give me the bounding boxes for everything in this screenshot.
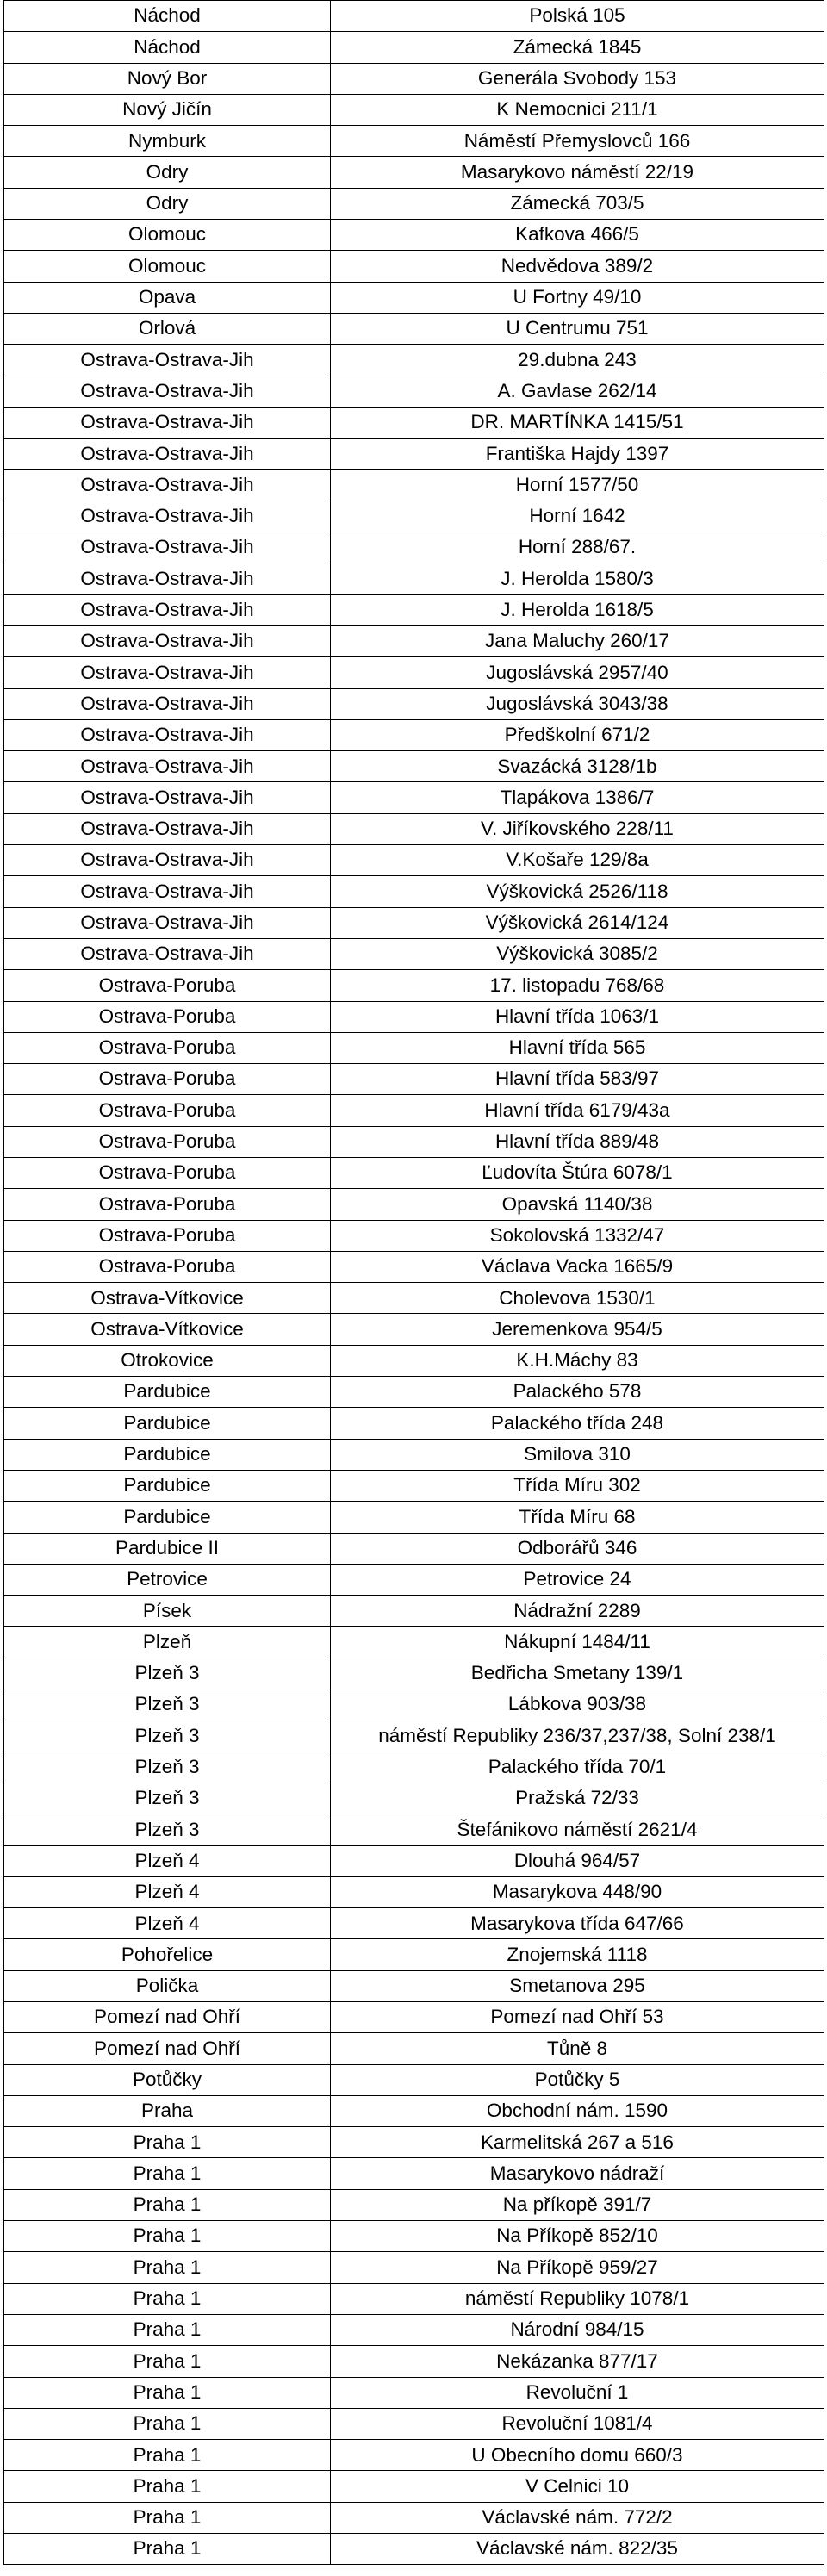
table-row — [4, 376, 824, 407]
table-row — [4, 1314, 824, 1345]
city-cell: Pomezí nad Ohří — [4, 2002, 331, 2033]
city-cell: Ostrava-Ostrava-Jih — [4, 657, 331, 688]
city-cell: Pardubice — [4, 1470, 331, 1501]
address-cell: Palackého 578 — [331, 1377, 824, 1408]
city-cell: Ostrava-Poruba — [4, 970, 331, 1001]
address-cell: 17. listopadu 768/68 — [331, 970, 824, 1001]
address-cell: Tůně 8 — [331, 2033, 824, 2064]
city-cell: Praha 1 — [4, 2252, 331, 2283]
table-row — [4, 1658, 824, 1689]
address-cell: Jeremenkova 954/5 — [331, 1314, 824, 1345]
table-row — [4, 63, 824, 94]
city-cell: Olomouc — [4, 251, 331, 282]
city-cell: Olomouc — [4, 220, 331, 251]
address-cell: Jugoslávská 3043/38 — [331, 688, 824, 719]
table-row — [4, 1939, 824, 1970]
table-row — [4, 563, 824, 594]
city-cell: Plzeň — [4, 1627, 331, 1658]
city-cell: Praha 1 — [4, 2440, 331, 2471]
address-cell: Nedvědova 389/2 — [331, 251, 824, 282]
city-cell: Ostrava-Ostrava-Jih — [4, 813, 331, 844]
table-row — [4, 1970, 824, 2001]
address-cell: Tlapákova 1386/7 — [331, 782, 824, 813]
table-row — [4, 470, 824, 501]
address-cell: Generála Svobody 153 — [331, 63, 824, 94]
address-cell: Opavská 1140/38 — [331, 1189, 824, 1220]
address-cell: Odborářů 346 — [331, 1533, 824, 1564]
city-cell: Pomezí nad Ohří — [4, 2033, 331, 2064]
city-cell: Nový Jičín — [4, 94, 331, 125]
city-cell: Náchod — [4, 32, 331, 63]
address-cell: náměstí Republiky 236/37,237/38, Solní 238/1 — [331, 1720, 824, 1752]
city-cell: Praha 1 — [4, 2377, 331, 2408]
city-cell: Ostrava-Poruba — [4, 1032, 331, 1063]
city-cell: Ostrava-Ostrava-Jih — [4, 845, 331, 876]
city-cell: Praha 1 — [4, 2221, 331, 2252]
address-cell: Karmelitská 267 a 516 — [331, 2127, 824, 2158]
table-row — [4, 2408, 824, 2439]
table-row — [4, 1689, 824, 1720]
table-row — [4, 594, 824, 625]
address-cell: U Centrumu 751 — [331, 313, 824, 344]
city-cell: Ostrava-Poruba — [4, 1220, 331, 1251]
table-row — [4, 345, 824, 376]
city-cell: Plzeň 3 — [4, 1658, 331, 1689]
city-cell: Ostrava-Vítkovice — [4, 1283, 331, 1314]
address-cell: A. Gavlase 262/14 — [331, 376, 824, 407]
address-cell: Na Příkopě 852/10 — [331, 2221, 824, 2252]
address-cell: Václavské nám. 772/2 — [331, 2502, 824, 2533]
table-row — [4, 439, 824, 470]
city-cell: Pohořelice — [4, 1939, 331, 1970]
table-row — [4, 938, 824, 969]
table-row — [4, 970, 824, 1001]
table-row — [4, 532, 824, 563]
address-cell: Hlavní třída 6179/43a — [331, 1095, 824, 1126]
address-cell: Masarykovo nádraží — [331, 2158, 824, 2189]
table-row — [4, 625, 824, 656]
city-cell: Praha 1 — [4, 2189, 331, 2220]
table-row — [4, 1126, 824, 1157]
address-cell: Pražská 72/33 — [331, 1783, 824, 1814]
address-cell: Petrovice 24 — [331, 1564, 824, 1595]
table-body — [4, 1, 824, 2565]
address-cell: J. Herolda 1618/5 — [331, 594, 824, 625]
address-table — [3, 0, 824, 2565]
city-cell: Potůčky — [4, 2064, 331, 2095]
city-cell: Praha 1 — [4, 2408, 331, 2439]
table-row — [4, 2314, 824, 2345]
address-cell: Masarykova 448/90 — [331, 1876, 824, 1907]
city-cell: Ostrava-Poruba — [4, 1064, 331, 1095]
city-cell: Odry — [4, 157, 331, 188]
table-row — [4, 2002, 824, 2033]
address-cell: Náměstí Přemyslovců 166 — [331, 126, 824, 157]
city-cell: Plzeň 3 — [4, 1814, 331, 1845]
address-cell: Předškolní 671/2 — [331, 719, 824, 750]
address-cell: Bedřicha Smetany 139/1 — [331, 1658, 824, 1689]
address-cell: Na Příkopě 959/27 — [331, 2252, 824, 2283]
table-row — [4, 32, 824, 63]
table-row — [4, 1627, 824, 1658]
city-cell: Nový Bor — [4, 63, 331, 94]
address-cell: Masarykova třída 647/66 — [331, 1908, 824, 1939]
city-cell: Ostrava-Ostrava-Jih — [4, 876, 331, 907]
city-cell: Ostrava-Ostrava-Jih — [4, 782, 331, 813]
address-cell: Národní 984/15 — [331, 2314, 824, 2345]
table-row — [4, 1470, 824, 1501]
address-cell: Výškovická 3085/2 — [331, 938, 824, 969]
table-row — [4, 2283, 824, 2314]
table-row — [4, 282, 824, 313]
address-cell: Nádražní 2289 — [331, 1596, 824, 1627]
city-cell: Ostrava-Ostrava-Jih — [4, 938, 331, 969]
table-row — [4, 126, 824, 157]
table-row — [4, 2346, 824, 2377]
address-cell: Václava Vacka 1665/9 — [331, 1251, 824, 1282]
address-cell: Svazácká 3128/1b — [331, 751, 824, 782]
address-cell: V. Jiříkovského 228/11 — [331, 813, 824, 844]
table-row — [4, 2377, 824, 2408]
address-cell: Nekázanka 877/17 — [331, 2346, 824, 2377]
table-row — [4, 2158, 824, 2189]
table-row — [4, 876, 824, 907]
city-cell: Praha 1 — [4, 2502, 331, 2533]
table-row — [4, 751, 824, 782]
city-cell: Ostrava-Ostrava-Jih — [4, 376, 331, 407]
table-row — [4, 1408, 824, 1439]
address-cell: Sokolovská 1332/47 — [331, 1220, 824, 1251]
city-cell: Odry — [4, 188, 331, 219]
address-cell: Cholevova 1530/1 — [331, 1283, 824, 1314]
city-cell: Praha — [4, 2095, 331, 2126]
table-row — [4, 2440, 824, 2471]
table-row — [4, 313, 824, 344]
city-cell: Plzeň 4 — [4, 1845, 331, 1876]
table-row — [4, 2502, 824, 2533]
city-cell: Praha 1 — [4, 2314, 331, 2345]
table-row — [4, 220, 824, 251]
table-row — [4, 1345, 824, 1376]
address-cell: V.Košaře 129/8a — [331, 845, 824, 876]
table-row — [4, 1533, 824, 1564]
city-cell: Plzeň 4 — [4, 1876, 331, 1907]
table-row — [4, 1720, 824, 1752]
address-cell: Horní 1642 — [331, 501, 824, 532]
address-cell: Třída Míru 68 — [331, 1502, 824, 1533]
address-cell: K.H.Máchy 83 — [331, 1345, 824, 1376]
city-cell: Pardubice — [4, 1408, 331, 1439]
address-cell: Znojemská 1118 — [331, 1939, 824, 1970]
address-cell: Jugoslávská 2957/40 — [331, 657, 824, 688]
address-cell: Masarykovo náměstí 22/19 — [331, 157, 824, 188]
table-row — [4, 2471, 824, 2502]
city-cell: Ostrava-Ostrava-Jih — [4, 345, 331, 376]
table-row — [4, 688, 824, 719]
table-row — [4, 1189, 824, 1220]
address-cell: Nákupní 1484/11 — [331, 1627, 824, 1658]
city-cell: Ostrava-Poruba — [4, 1126, 331, 1157]
address-cell: U Fortny 49/10 — [331, 282, 824, 313]
address-cell: Revoluční 1081/4 — [331, 2408, 824, 2439]
city-cell: Pardubice — [4, 1502, 331, 1533]
address-cell: Lábkova 903/38 — [331, 1689, 824, 1720]
address-cell: Ľudovíta Štúra 6078/1 — [331, 1157, 824, 1188]
address-cell: Palackého třída 70/1 — [331, 1752, 824, 1783]
table-row — [4, 1564, 824, 1595]
address-cell: Výškovická 2614/124 — [331, 907, 824, 938]
city-cell: Ostrava-Poruba — [4, 1157, 331, 1188]
table-row — [4, 719, 824, 750]
city-cell: Náchod — [4, 1, 331, 32]
city-cell: Otrokovice — [4, 1345, 331, 1376]
city-cell: Nymburk — [4, 126, 331, 157]
address-cell: Štefánikovo náměstí 2621/4 — [331, 1814, 824, 1845]
address-cell: Palackého třída 248 — [331, 1408, 824, 1439]
address-cell: 29.dubna 243 — [331, 345, 824, 376]
table-row — [4, 1001, 824, 1032]
table-row — [4, 1814, 824, 1845]
city-cell: Praha 1 — [4, 2127, 331, 2158]
table-row — [4, 1157, 824, 1188]
address-cell: Revoluční 1 — [331, 2377, 824, 2408]
table-row — [4, 2064, 824, 2095]
table-row — [4, 907, 824, 938]
table-row — [4, 1752, 824, 1783]
city-cell: Polička — [4, 1970, 331, 2001]
table-row — [4, 2095, 824, 2126]
table-row — [4, 657, 824, 688]
city-cell: Ostrava-Ostrava-Jih — [4, 719, 331, 750]
address-cell: Zámecká 1845 — [331, 32, 824, 63]
address-cell: Václavské nám. 822/35 — [331, 2534, 824, 2565]
address-cell: Dlouhá 964/57 — [331, 1845, 824, 1876]
table-row — [4, 1439, 824, 1470]
city-cell: Praha 1 — [4, 2346, 331, 2377]
table-row — [4, 251, 824, 282]
table-row — [4, 94, 824, 125]
address-cell: Františka Hajdy 1397 — [331, 439, 824, 470]
address-cell: Na příkopě 391/7 — [331, 2189, 824, 2220]
table-row — [4, 1377, 824, 1408]
address-cell: Hlavní třída 565 — [331, 1032, 824, 1063]
city-cell: Plzeň 3 — [4, 1752, 331, 1783]
address-cell: Jana Maluchy 260/17 — [331, 625, 824, 656]
table-row — [4, 2189, 824, 2220]
address-cell: Zámecká 703/5 — [331, 188, 824, 219]
city-cell: Ostrava-Ostrava-Jih — [4, 594, 331, 625]
table-row — [4, 782, 824, 813]
city-cell: Plzeň 3 — [4, 1783, 331, 1814]
city-cell: Orlová — [4, 313, 331, 344]
city-cell: Ostrava-Poruba — [4, 1095, 331, 1126]
city-cell: Písek — [4, 1596, 331, 1627]
table-row — [4, 407, 824, 438]
table-row — [4, 845, 824, 876]
table-row — [4, 1095, 824, 1126]
table-row — [4, 1, 824, 32]
table-row — [4, 1908, 824, 1939]
city-cell: Praha 1 — [4, 2283, 331, 2314]
table-row — [4, 1283, 824, 1314]
city-cell: Pardubice — [4, 1439, 331, 1470]
city-cell: Plzeň 3 — [4, 1689, 331, 1720]
table-row — [4, 157, 824, 188]
table-row — [4, 813, 824, 844]
city-cell: Ostrava-Ostrava-Jih — [4, 407, 331, 438]
city-cell: Praha 1 — [4, 2471, 331, 2502]
city-cell: Praha 1 — [4, 2534, 331, 2565]
address-cell: Smilova 310 — [331, 1439, 824, 1470]
city-cell: Pardubice II — [4, 1533, 331, 1564]
city-cell: Ostrava-Vítkovice — [4, 1314, 331, 1345]
city-cell: Ostrava-Poruba — [4, 1189, 331, 1220]
city-cell: Ostrava-Ostrava-Jih — [4, 688, 331, 719]
table-row — [4, 1596, 824, 1627]
address-cell: Obchodní nám. 1590 — [331, 2095, 824, 2126]
address-cell: K Nemocnici 211/1 — [331, 94, 824, 125]
spreadsheet — [3, 0, 824, 2565]
table-row — [4, 1064, 824, 1095]
address-cell: V Celnici 10 — [331, 2471, 824, 2502]
address-cell: Hlavní třída 889/48 — [331, 1126, 824, 1157]
table-row — [4, 188, 824, 219]
table-row — [4, 2252, 824, 2283]
address-cell: Výškovická 2526/118 — [331, 876, 824, 907]
address-cell: Třída Míru 302 — [331, 1470, 824, 1501]
city-cell: Ostrava-Ostrava-Jih — [4, 563, 331, 594]
city-cell: Plzeň 3 — [4, 1720, 331, 1752]
city-cell: Petrovice — [4, 1564, 331, 1595]
city-cell: Praha 1 — [4, 2158, 331, 2189]
address-cell: J. Herolda 1580/3 — [331, 563, 824, 594]
table-row — [4, 2033, 824, 2064]
address-cell: Smetanova 295 — [331, 1970, 824, 2001]
table-row — [4, 1783, 824, 1814]
address-cell: Potůčky 5 — [331, 2064, 824, 2095]
address-cell: Pomezí nad Ohří 53 — [331, 2002, 824, 2033]
city-cell: Ostrava-Ostrava-Jih — [4, 751, 331, 782]
address-cell: Hlavní třída 583/97 — [331, 1064, 824, 1095]
city-cell: Ostrava-Ostrava-Jih — [4, 625, 331, 656]
address-cell: Horní 1577/50 — [331, 470, 824, 501]
table-row — [4, 1032, 824, 1063]
table-row — [4, 1502, 824, 1533]
city-cell: Plzeň 4 — [4, 1908, 331, 1939]
table-row — [4, 1251, 824, 1282]
address-cell: Hlavní třída 1063/1 — [331, 1001, 824, 1032]
city-cell: Ostrava-Ostrava-Jih — [4, 439, 331, 470]
table-row — [4, 2221, 824, 2252]
table-row — [4, 1845, 824, 1876]
city-cell: Ostrava-Ostrava-Jih — [4, 470, 331, 501]
city-cell: Pardubice — [4, 1377, 331, 1408]
address-cell: Horní 288/67. — [331, 532, 824, 563]
city-cell: Ostrava-Poruba — [4, 1251, 331, 1282]
table-row — [4, 1876, 824, 1907]
city-cell: Ostrava-Ostrava-Jih — [4, 532, 331, 563]
table-row — [4, 2127, 824, 2158]
city-cell: Ostrava-Poruba — [4, 1001, 331, 1032]
address-cell: DR. MARTÍNKA 1415/51 — [331, 407, 824, 438]
city-cell: Ostrava-Ostrava-Jih — [4, 501, 331, 532]
city-cell: Ostrava-Ostrava-Jih — [4, 907, 331, 938]
table-row — [4, 2534, 824, 2565]
city-cell: Opava — [4, 282, 331, 313]
address-cell: náměstí Republiky 1078/1 — [331, 2283, 824, 2314]
table-row — [4, 501, 824, 532]
address-cell: Kafkova 466/5 — [331, 220, 824, 251]
address-cell: U Obecního domu 660/3 — [331, 2440, 824, 2471]
table-row — [4, 1220, 824, 1251]
address-cell: Polská 105 — [331, 1, 824, 32]
